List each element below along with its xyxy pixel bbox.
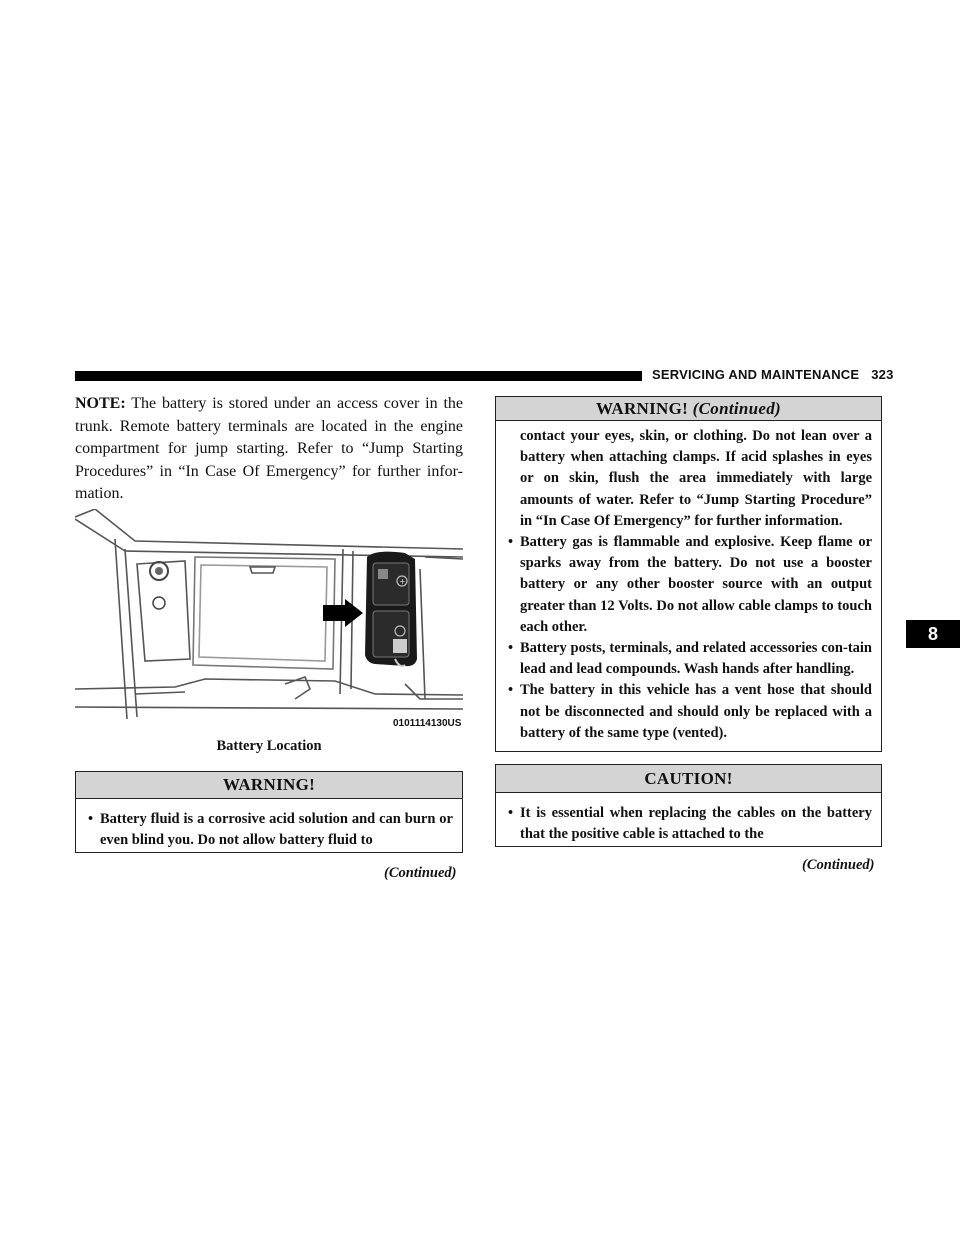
warning-box-left [75, 771, 463, 853]
svg-text:+: + [399, 577, 406, 586]
battery-cap-icon [150, 562, 168, 609]
list-item: • Battery fluid is a corrosive acid solution and can burn or even blind you. Do not allow battery fluid to [88, 811, 453, 849]
battery-cover [365, 552, 417, 666]
figure-id: 0101114130US [393, 718, 462, 729]
caution-title: CAUTION! [496, 765, 881, 793]
running-header [652, 367, 892, 382]
note-label: NOTE: [75, 395, 126, 412]
warning-body [496, 421, 881, 750]
title-suffix: (Continued) [692, 399, 781, 418]
note-text: The battery is stored under an access cover in the trunk. Remote battery terminals are located in the engine compartment for jump starting. Refer to “Jump Starting Procedures” in “In Case Of Emergency” for further infor-mation. [75, 395, 463, 503]
warning-title: WARNING! [76, 772, 462, 799]
continued-label: (Continued) [384, 865, 457, 881]
battery-illustration [75, 509, 463, 734]
arrow-right-icon [323, 599, 363, 627]
warning-body [76, 799, 462, 857]
list-item: • Battery gas is flammable and explosive. Keep flame or sparks away from the battery. Do not use a booster battery or any other booster source with an output greater than 12 Volts. Do not allow cable clamps to touch each other. [508, 534, 872, 635]
header-rule [75, 371, 642, 381]
caution-body [496, 793, 881, 851]
list-item: • It is essential when replacing the cables on the battery that the positive cable is attached to the [508, 805, 872, 843]
section-title: SERVICING AND MAINTENANCE [652, 367, 860, 382]
caution-box [495, 764, 882, 847]
continued-label: (Continued) [802, 857, 875, 873]
figure-caption: Battery Location [216, 738, 322, 754]
list-item: • The battery in this vehicle has a vent hose that should not be disconnected and should only be replaced with a battery of the same type (vented). [508, 682, 872, 741]
list-item: • Battery posts, terminals, and related accessories con-tain lead and lead compounds. Wash hands after handling. [508, 640, 872, 678]
page-number: 323 [871, 367, 894, 382]
battery-location-figure [75, 509, 463, 734]
note-paragraph [75, 393, 463, 506]
chapter-tab[interactable]: 8 [906, 620, 960, 648]
continuation-text: contact your eyes, skin, or clothing. Do not lean over a battery when attaching clamps. If acid splashes in eyes or on skin, flush the area immediately with large amounts of water. Refer to “Jump Starting Procedure” in “In Case Of Emergency” for further information. [520, 428, 872, 529]
warning-title-continued: WARNING! (Continued) [496, 397, 881, 421]
warning-box-right [495, 396, 882, 752]
